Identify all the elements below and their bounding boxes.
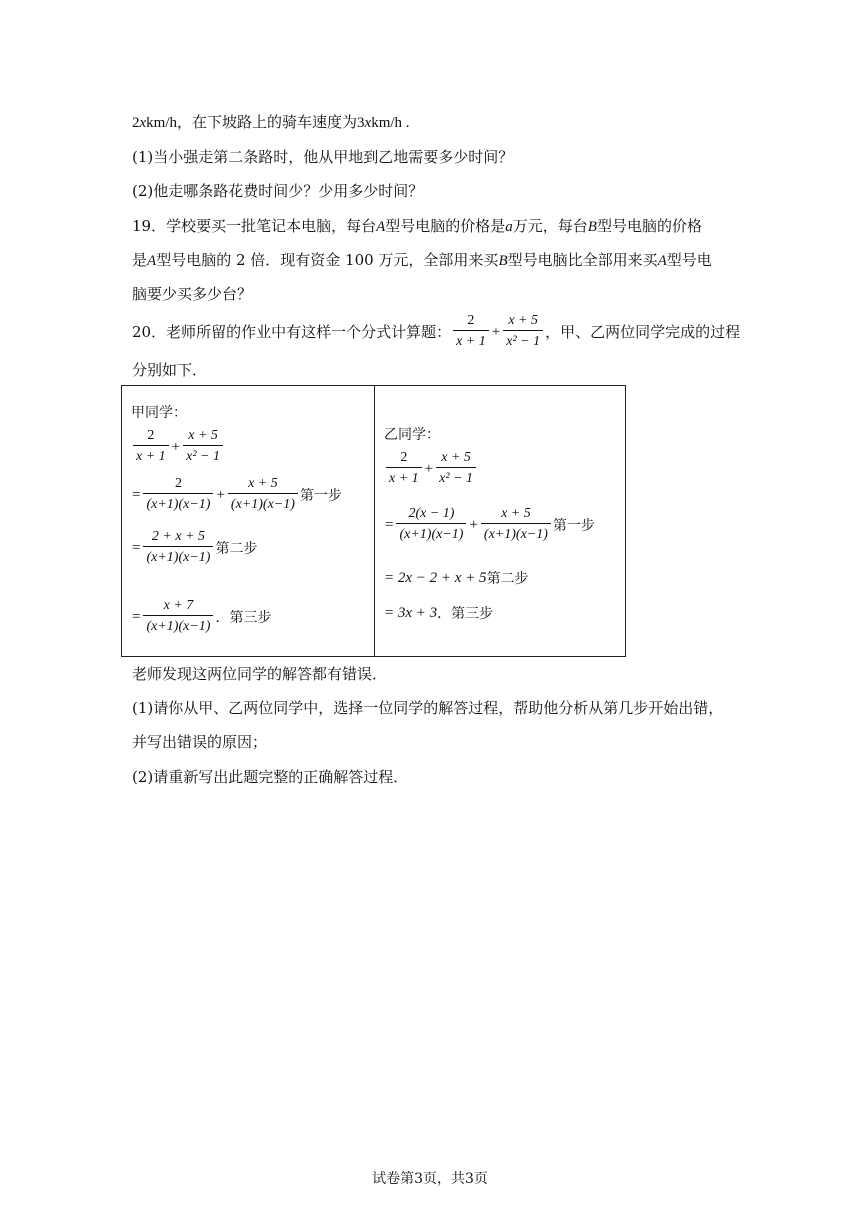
jia-solution-cell bbox=[122, 386, 375, 657]
q20-part1-cont: 并写出错误的原因； bbox=[132, 733, 268, 751]
q20-part1: (1)请你从甲、乙两位同学中，选择一位同学的解答过程，帮助他分析从第几步开始出错， bbox=[132, 699, 724, 717]
page-footer: 试卷第3页，共3页 bbox=[372, 1171, 488, 1187]
yi-step3: = 3x + 3 ．第三步 bbox=[384, 604, 494, 622]
yi-step1: = $\frac{2(x - 1)}{(x+1)(x-1)}$ + $\frac{x + 5}{(x+1)(x-1)}$ 第一步 bbox=[385, 506, 595, 542]
q20-part2: (2)请重新写出此题完整的正确解答过程． bbox=[132, 768, 409, 786]
solutions-table bbox=[121, 385, 626, 657]
q19-line3: 脑要少买多少台？ bbox=[132, 285, 253, 303]
jia-step3: = $\frac{x + 7}{(x+1)(x-1)}$ ．第三步 bbox=[132, 598, 272, 634]
q20-intro-cont: 分别如下． bbox=[132, 361, 208, 379]
q20-intro: 20．老师所留的作业中有这样一个分式计算题： $\frac{2}{x + 1}$ + $\frac{x + 5}{\text{x² − 1}}$ ，甲、乙两位同学完成的过程 bbox=[132, 313, 741, 349]
q19-line1: 19．学校要买一批笔记本电脑，每台A型号电脑的价格是a万元，每台B型号电脑的价格 bbox=[132, 217, 702, 235]
q18-speed-line: 2xkm/h，在下坡路上的骑车速度为3xkm/h . bbox=[132, 115, 410, 131]
fraction: $\frac{x + 5}{\text{x² − 1}}$ bbox=[503, 313, 543, 351]
yi-step2: = 2x − 2 + x + 5 第二步 bbox=[384, 569, 529, 587]
q18-part1: (1)当小强走第二条路时，他从甲地到乙地需要多少时间？ bbox=[132, 148, 514, 166]
jia-step1: = $\frac{2}{(x+1)(x-1)}$ + $\frac{x + 5}{(x+1)(x-1)}$ 第一步 bbox=[132, 476, 342, 512]
q20-after: 老师发现这两位同学的解答都有错误． bbox=[132, 665, 388, 683]
yi-original-expr: $\frac{2}{x + 1}$ + $\frac{x + 5}{\text{x² − 1}}$ bbox=[384, 450, 478, 488]
q18-part2: (2)他走哪条路花费时间少？少用多少时间？ bbox=[132, 182, 424, 200]
yi-title: 乙同学： bbox=[384, 427, 440, 443]
fraction: $\frac{2}{x + 1}$ bbox=[453, 313, 489, 351]
jia-original-expr: $\frac{2}{x + 1}$ + $\frac{x + 5}{\text{x² − 1}}$ bbox=[131, 428, 225, 466]
jia-step2: = $\frac{2 + x + 5}{(x+1)(x-1)}$ 第二步 bbox=[132, 529, 258, 565]
q19-line2: 是A型号电脑的 2 倍．现有资金 100 万元，全部用来买B型号电脑比全部用来买A型号电 bbox=[132, 251, 712, 269]
jia-title: 甲同学： bbox=[131, 405, 187, 421]
yi-solution-cell bbox=[375, 386, 626, 657]
